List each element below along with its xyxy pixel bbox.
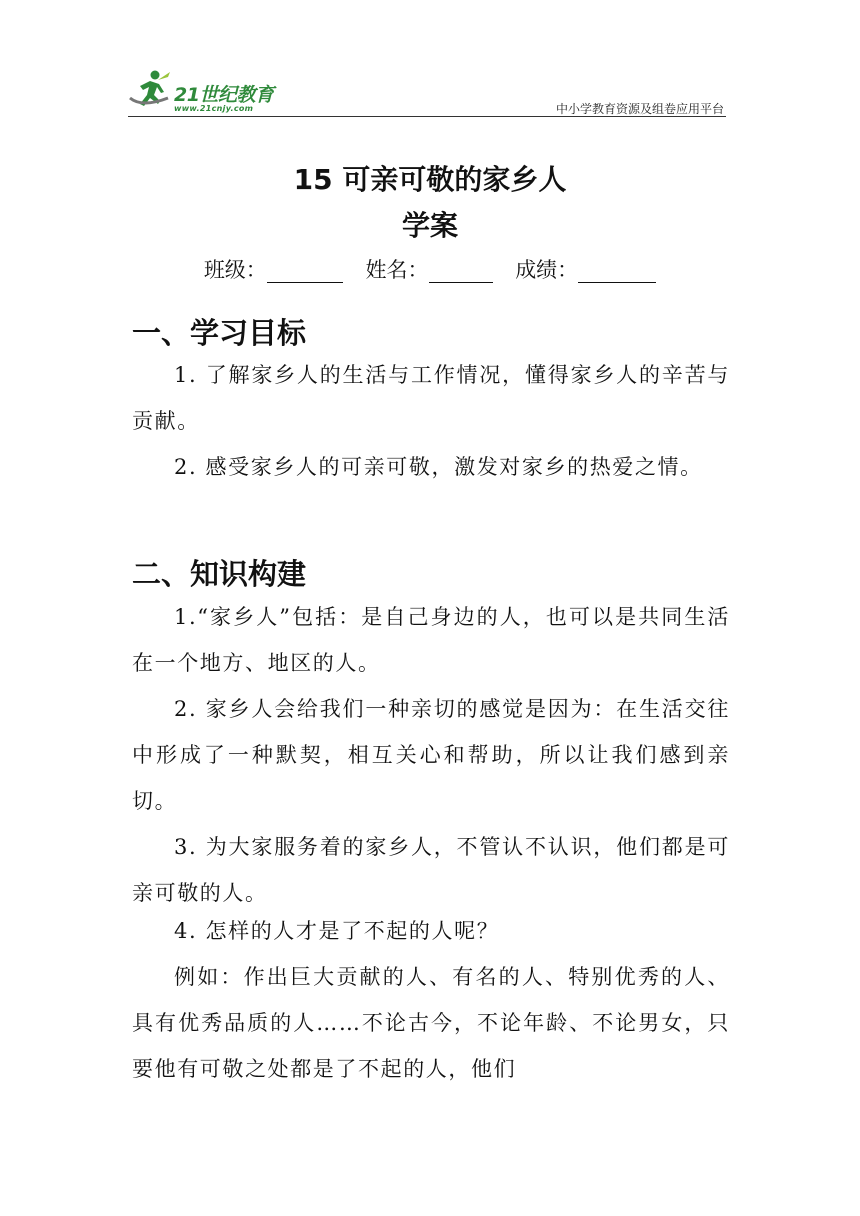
logo-url: www.21cnjy.com: [174, 104, 254, 113]
lesson-title: 15 可亲可敬的家乡人: [293, 163, 567, 196]
runner-icon: [128, 68, 174, 112]
knowledge-paragraph-1: 1.“家乡人”包括：是自己身边的人，也可以是共同生活在一个地方、地区的人。: [132, 605, 730, 675]
section-heading-goals: 一、学习目标: [132, 316, 307, 350]
header-divider: [128, 116, 726, 117]
name-blank[interactable]: [429, 256, 493, 283]
knowledge-paragraph-4: 4. 怎样的人才是了不起的人呢？: [174, 919, 500, 943]
site-logo: [128, 64, 298, 116]
page-header: [128, 62, 726, 120]
goal-paragraph-2: 2. 感受家乡人的可亲可敬，激发对家乡的热爱之情。: [174, 455, 703, 479]
score-label: 成绩：: [515, 258, 579, 282]
knowledge-paragraph-5: 例如：作出巨大贡献的人、有名的人、特别优秀的人、具有优秀品质的人……不论古今，不论年龄、不论男女，只要他有可敬之处都是了不起的人，他们: [132, 965, 730, 1081]
lesson-subtitle: 学案: [401, 209, 458, 242]
class-blank[interactable]: [267, 256, 343, 283]
logo-wordmark: 21世纪教育: [174, 84, 274, 106]
knowledge-paragraph-3: 3. 为大家服务着的家乡人，不管认不认识，他们都是可亲可敬的人。: [132, 835, 730, 905]
student-info-line: [0, 254, 860, 284]
section-heading-knowledge: 二、知识构建: [132, 557, 307, 591]
knowledge-paragraph-2: 2. 家乡人会给我们一种亲切的感觉是因为：在生活交往中形成了一种默契，相互关心和帮助，所以让我们感到亲切。: [132, 697, 730, 813]
name-label: 姓名：: [365, 258, 429, 282]
class-label: 班级：: [203, 258, 267, 282]
platform-tagline: 中小学教育资源及组卷应用平台: [555, 102, 724, 116]
goal-paragraph-1: 1. 了解家乡人的生活与工作情况，懂得家乡人的辛苦与贡献。: [132, 363, 730, 433]
score-blank[interactable]: [578, 256, 656, 283]
